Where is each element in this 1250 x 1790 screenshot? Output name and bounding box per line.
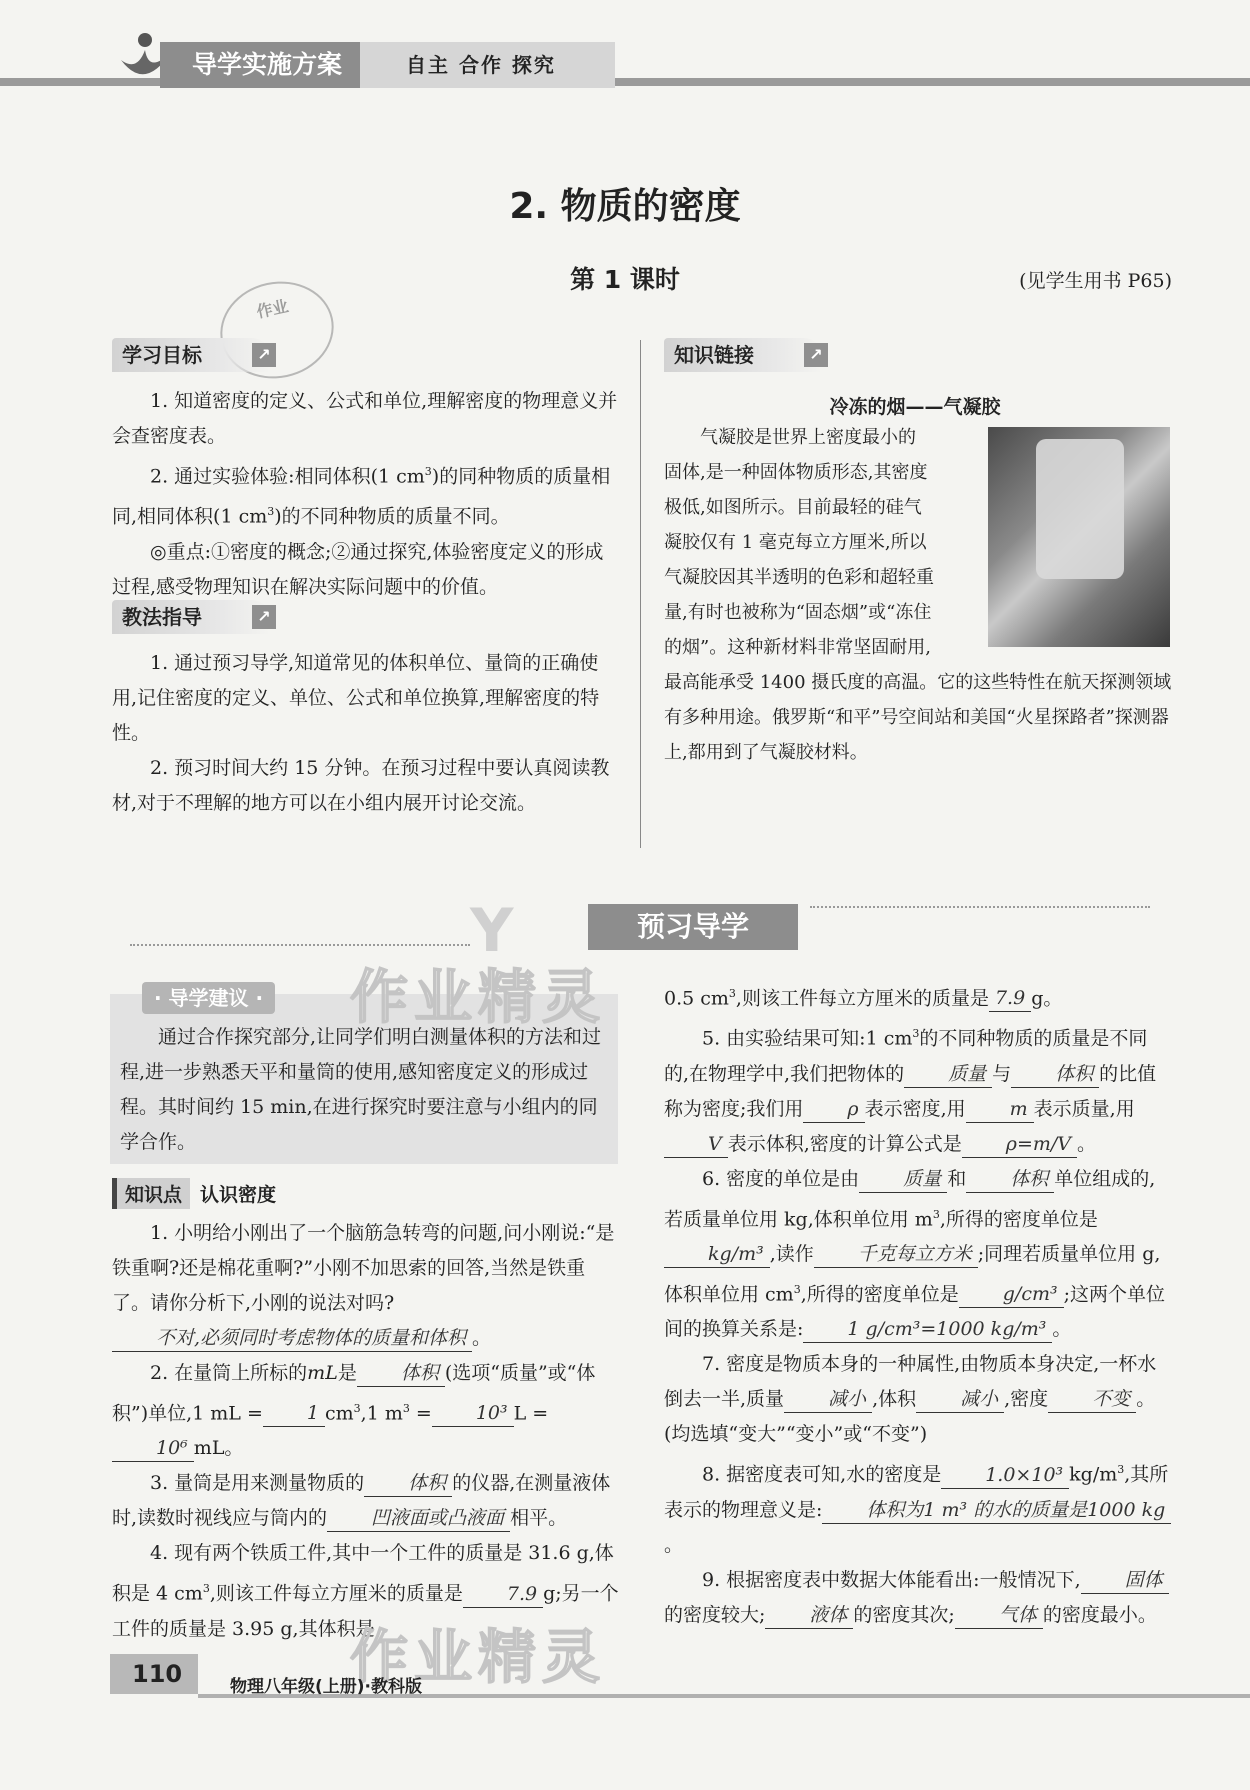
question-6: 6. 密度的单位是由 质量 和 体积 单位组成的,若质量单位用 kg,体积单位用 $m^3$,所得的密度单位是kg/m³ ,读作 千克每立方米 ;同理若质量单位用 g,体积单位用 $cm^3$,所得的密度单位是 g/cm³ ;这两个单位间的换算关系是: 1 g/cm³=1000 kg/m³ 。 bbox=[664, 1162, 1172, 1348]
answer-blank: 体积 bbox=[364, 1470, 452, 1497]
watermark: 作业精灵 bbox=[350, 1623, 607, 1691]
question-2: 2. 在量筒上所标的mL是 体积 (选项“质量”或“体积”)单位,1 mL = 1 $cm^3,1$ $m^3 = 10^3$ L =10⁶ mL。 bbox=[112, 1356, 620, 1466]
column-divider bbox=[640, 340, 641, 848]
answer-blank: 体积为1 m³ 的水的质量是1000 kg bbox=[822, 1497, 1171, 1524]
question-7: 7. 密度是物质本身的一种属性,由物质本身决定,一杯水倒去一半,质量 减小 ,体积 减小 ,密度 不变 。(均选填“变大”“变小”或“不变”) bbox=[664, 1353, 1157, 1446]
book-reference: (见学生用书 P65) bbox=[1019, 270, 1172, 292]
link-heading: 知识链接 ↗ bbox=[664, 338, 822, 372]
header-subtitle: 自主 合作 探究 bbox=[360, 42, 615, 88]
answer-blank: ρ=m/V bbox=[962, 1131, 1077, 1158]
preview-banner bbox=[470, 896, 810, 966]
banner-dots-right bbox=[810, 906, 1150, 908]
question-1: 1. 小明给小刚出了一个脑筋急转弯的问题,问小刚说:“是铁重啊?还是棉花重啊?”小刚不加思索的回答,当然是铁重了。请你分析下,小刚的说法对吗?不对,必须同时考虑物体的质量和体积 。 bbox=[112, 1216, 620, 1356]
answer-blank: 固体 bbox=[1081, 1567, 1169, 1594]
arrow-icon: ↗ bbox=[252, 605, 276, 629]
answer-blank: kg/m³ bbox=[664, 1241, 770, 1268]
questions-right bbox=[664, 976, 1172, 1633]
homework-stamp: 作业 bbox=[211, 271, 342, 389]
answer-blank: 质量 bbox=[904, 1061, 992, 1088]
knowledge-tag: 知识点 bbox=[112, 1178, 190, 1209]
question-4-continued: 0.5 $cm^3$,则该工件每立方厘米的质量是 7.9 g。 bbox=[664, 976, 1172, 1016]
link-text-rest: 最高能承受 1400 摄氏度的高温。它的这些特性在航天探测领域有多种用途。俄罗斯“和平”号空间站和美国“火星探路者”探测器上,都用到了气凝胶材料。 bbox=[664, 672, 1172, 763]
question-4: 4. 现有两个铁质工件,其中一个工件的质量是 31.6 g,体积是 4 $cm^3$,则该工件每立方厘米的质量是 7.9 g;另一个工件的质量是 3.95 g,其体积是 bbox=[112, 1542, 619, 1640]
answer-blank: 不对,必须同时考虑物体的质量和体积 bbox=[112, 1325, 472, 1352]
link-text-side: 气凝胶是世界上密度最小的 固体,是一种固体物质形态,其密度 极低,如图所示。目前最轻的硅气 凝胶仅有 1 毫克每立方厘米,所以 气凝胶因其半透明的色彩和超轻重 量,有时也被称为“固态烟”或“冻住 的烟”。这种新材料非常坚固耐用, bbox=[664, 427, 934, 658]
link-title: 冷冻的烟——气凝胶 bbox=[829, 396, 1001, 418]
answer-blank: 不变 bbox=[1048, 1386, 1136, 1413]
header-title: 导学实施方案 bbox=[160, 42, 360, 88]
banner-letter: Y bbox=[470, 896, 514, 966]
aerogel-photo bbox=[988, 427, 1170, 647]
questions-left bbox=[112, 1216, 620, 1647]
header bbox=[0, 30, 1250, 92]
goals-text bbox=[112, 384, 620, 605]
knowledge-title: 认识密度 bbox=[200, 1184, 277, 1206]
guide-heading: 教法指导 ↗ bbox=[112, 600, 270, 634]
answer-blank: 7.9 bbox=[989, 985, 1031, 1012]
advice-tag: · 导学建议 · bbox=[142, 982, 275, 1014]
arrow-icon: ↗ bbox=[804, 343, 828, 367]
goals-heading: 学习目标 ↗ bbox=[112, 338, 270, 372]
question-9: 9. 根据密度表中数据大体能看出:一般情况下, 固体的密度较大; 液体 的密度其次; 气体 的密度最小。 bbox=[664, 1563, 1172, 1633]
goal-2: 2. 通过实验体验:相同体积(1 $cm^3$)的同种物质的质量相同,相同体积(1 $cm^3$)的不同种物质的质量不同。 bbox=[112, 465, 611, 528]
question-5: 5. 由实验结果可知:1 $cm^3$的不同种物质的质量是不同的,在物理学中,我们把物体的 质量 与 体积 的比值称为密度;我们用 ρ 表示密度,用 m 表示质量,用V 表示体积,密度的计算公式是 ρ=m/V 。 bbox=[664, 1016, 1172, 1161]
banner-dots-left bbox=[130, 944, 470, 946]
answer-blank: 凹液面或凸液面 bbox=[327, 1505, 510, 1532]
answer-blank: ρ bbox=[803, 1096, 864, 1123]
guide-1: 1. 通过预习导学,知道常见的体积单位、量筒的正确使用,记住密度的定义、单位、公式和单位换算,理解密度的特性。 bbox=[112, 652, 600, 744]
goal-1: 1. 知道密度的定义、公式和单位,理解密度的物理意义并会查密度表。 bbox=[112, 390, 618, 447]
answer-blank: 气体 bbox=[955, 1602, 1043, 1629]
answer-blank: V bbox=[664, 1131, 728, 1158]
answer-blank: 体积 bbox=[1011, 1061, 1099, 1088]
answer-blank: 质量 bbox=[859, 1166, 947, 1193]
watermark: 作业精灵 bbox=[350, 963, 607, 1031]
guide-2: 2. 预习时间大约 15 分钟。在预习过程中要认真阅读教材,对于不理解的地方可以在小组内展开讨论交流。 bbox=[112, 757, 610, 814]
question-8: 8. 据密度表可知,水的密度是 1.0×10³ $kg/m^3$,其所表示的物理意义是: 体积为1 m³ 的水的质量是1000 kg。 bbox=[664, 1452, 1172, 1562]
answer-blank: 10⁶ bbox=[112, 1435, 194, 1462]
answer-blank: 1 bbox=[263, 1400, 325, 1427]
answer-blank: g/cm³ bbox=[959, 1281, 1064, 1308]
advice-text: 通过合作探究部分,让同学们明白测量体积的方法和过程,进一步熟悉天平和量筒的使用,感知密度定义的形成过程。其时间约 15 min,在进行探究时要注意与小组内的同学合作。 bbox=[120, 1026, 602, 1153]
banner-title: 预习导学 bbox=[588, 904, 798, 950]
book-title: 物理八年级(上册)·教科版 bbox=[230, 1677, 422, 1697]
answer-blank: 7.9 bbox=[463, 1581, 543, 1608]
answer-blank: 体积 bbox=[966, 1166, 1054, 1193]
question-3: 3. 量筒是用来测量物质的 体积 的仪器,在测量液体时,读数时视线应与筒内的 凹液面或凸液面 相平。 bbox=[112, 1466, 620, 1536]
answer-blank: 10³ bbox=[432, 1400, 514, 1427]
page-title: 2. 物质的密度 bbox=[509, 186, 741, 227]
footer bbox=[0, 1650, 1250, 1720]
answer-blank: 1 g/cm³=1000 kg/m³ bbox=[803, 1316, 1052, 1343]
arrow-icon: ↗ bbox=[252, 343, 276, 367]
answer-blank: 液体 bbox=[765, 1602, 853, 1629]
goal-key-points: ◎重点:①密度的概念;②通过探究,体验密度定义的形成过程,感受物理知识在解决实际问题中的价值。 bbox=[112, 540, 604, 598]
page-number: 110 bbox=[110, 1654, 198, 1694]
answer-blank: 体积 bbox=[357, 1360, 445, 1387]
answer-blank: 千克每立方米 bbox=[814, 1241, 978, 1268]
answer-blank: 减小 bbox=[784, 1386, 872, 1413]
answer-blank: 减小 bbox=[916, 1386, 1004, 1413]
knowledge-point bbox=[112, 1178, 276, 1209]
guide-text bbox=[112, 646, 620, 821]
answer-blank: m bbox=[966, 1096, 1034, 1123]
answer-blank: 1.0×10³ bbox=[941, 1462, 1069, 1489]
lesson-title: 第 1 课时 bbox=[570, 265, 680, 294]
